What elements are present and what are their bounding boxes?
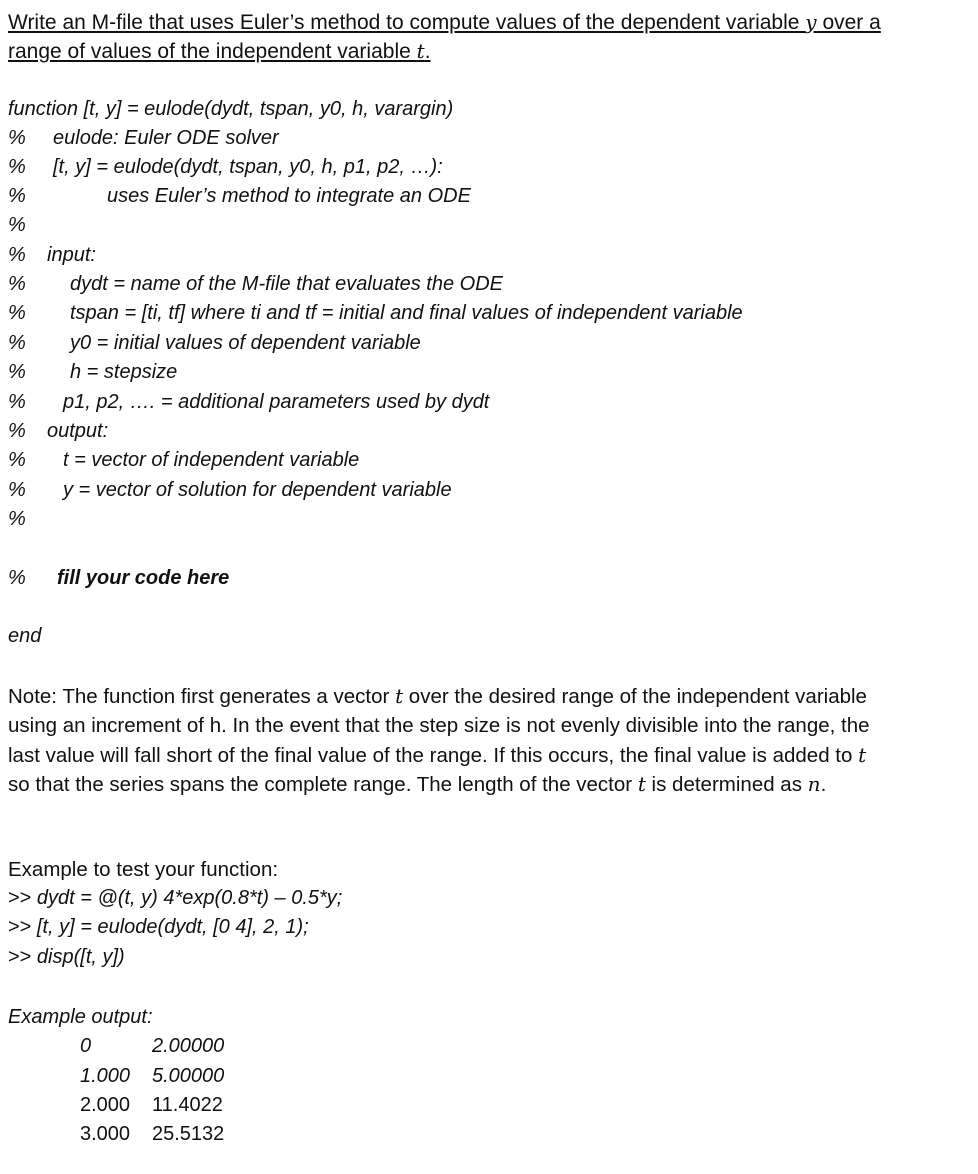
prompt: >> [8,887,32,909]
input-item: tspan = [ti, tf] where ti and tf = initial and final values of independent variable [70,302,743,324]
var-t: t [416,39,425,63]
comment-line: [t, y] = eulode(dydt, tspan, y0, h, p1, p2, …): [53,156,443,178]
prompt: >> [8,916,32,938]
comment-mark: % [8,479,26,501]
prompt: >> [8,946,32,968]
title-line-1: Write an M-file that uses Euler’s method to compute values of the dependent variable y over a [8,10,881,34]
example-command: >> disp([t, y]) [8,946,125,968]
var-y: y [805,10,817,34]
output-item: t = vector of independent variable [63,449,360,471]
fill-code-placeholder: fill your code here [57,567,230,589]
var-t: t [637,771,646,796]
comment-mark: % [8,508,26,530]
comment-mark: % [8,332,26,354]
comment-mark: % [8,420,26,442]
var-t: t [858,742,867,767]
output-item: y = vector of solution for dependent variable [63,479,452,501]
comment-mark: % [8,361,26,383]
comment-mark: % [8,273,26,295]
output-y-value: 2.00000 [152,1035,225,1057]
title-line-2: range of values of the independent variable t. [8,39,431,63]
comment-line: uses Euler’s method to integrate an ODE [107,185,471,207]
output-y-value: 5.00000 [152,1065,225,1087]
output-y-value: 25.5132 [152,1123,225,1145]
end-keyword: end [8,625,42,647]
comment-mark: % [8,302,26,324]
example-command: >> [t, y] = eulode(dydt, [0 4], 2, 1); [8,916,309,938]
note-paragraph: Note: The function first generates a vector t over the desired range of the independent variable using an increment of h. In the event that the step size is not evenly divisible into the range, the last value will fall short of the final value of the range. If this occurs, the final value is added to t so that the series spans the complete range. The length of the vector t is determined as n. [8,684,870,796]
var-n: n [807,771,821,796]
output-t-value: 3.000 [80,1123,131,1145]
comment-mark: % [8,244,26,266]
comment-mark: % [8,185,26,207]
input-item: dydt = name of the M-file that evaluates the ODE [70,273,504,295]
input-item: y0 = initial values of dependent variable [70,332,421,354]
comment-mark: % [8,214,26,236]
output-t-value: 1.000 [80,1065,131,1087]
comment-mark: % [8,391,26,413]
example-command: >> dydt = @(t, y) 4*exp(0.8*t) – 0.5*y; [8,887,343,909]
input-item: h = stepsize [70,361,178,383]
output-heading: Example output: [8,1006,153,1028]
output-t-value: 0 [80,1035,92,1057]
output-t-value: 2.000 [80,1094,131,1116]
input-heading: input: [47,244,96,266]
output-y-value: 11.4022 [152,1094,223,1116]
output-heading: output: [47,420,109,442]
title [8,8,973,66]
example-heading: Example to test your function: [8,858,279,881]
function-signature: function [t, y] = eulode(dydt, tspan, y0, h, varargin) [8,98,454,120]
comment-line: eulode: Euler ODE solver [53,127,279,149]
input-item: p1, p2, …. = additional parameters used by dydt [63,391,490,413]
comment-mark: % [8,127,26,149]
var-t: t [395,684,404,708]
comment-mark: % [8,449,26,471]
comment-mark: % [8,156,26,178]
comment-mark: % [8,567,26,589]
